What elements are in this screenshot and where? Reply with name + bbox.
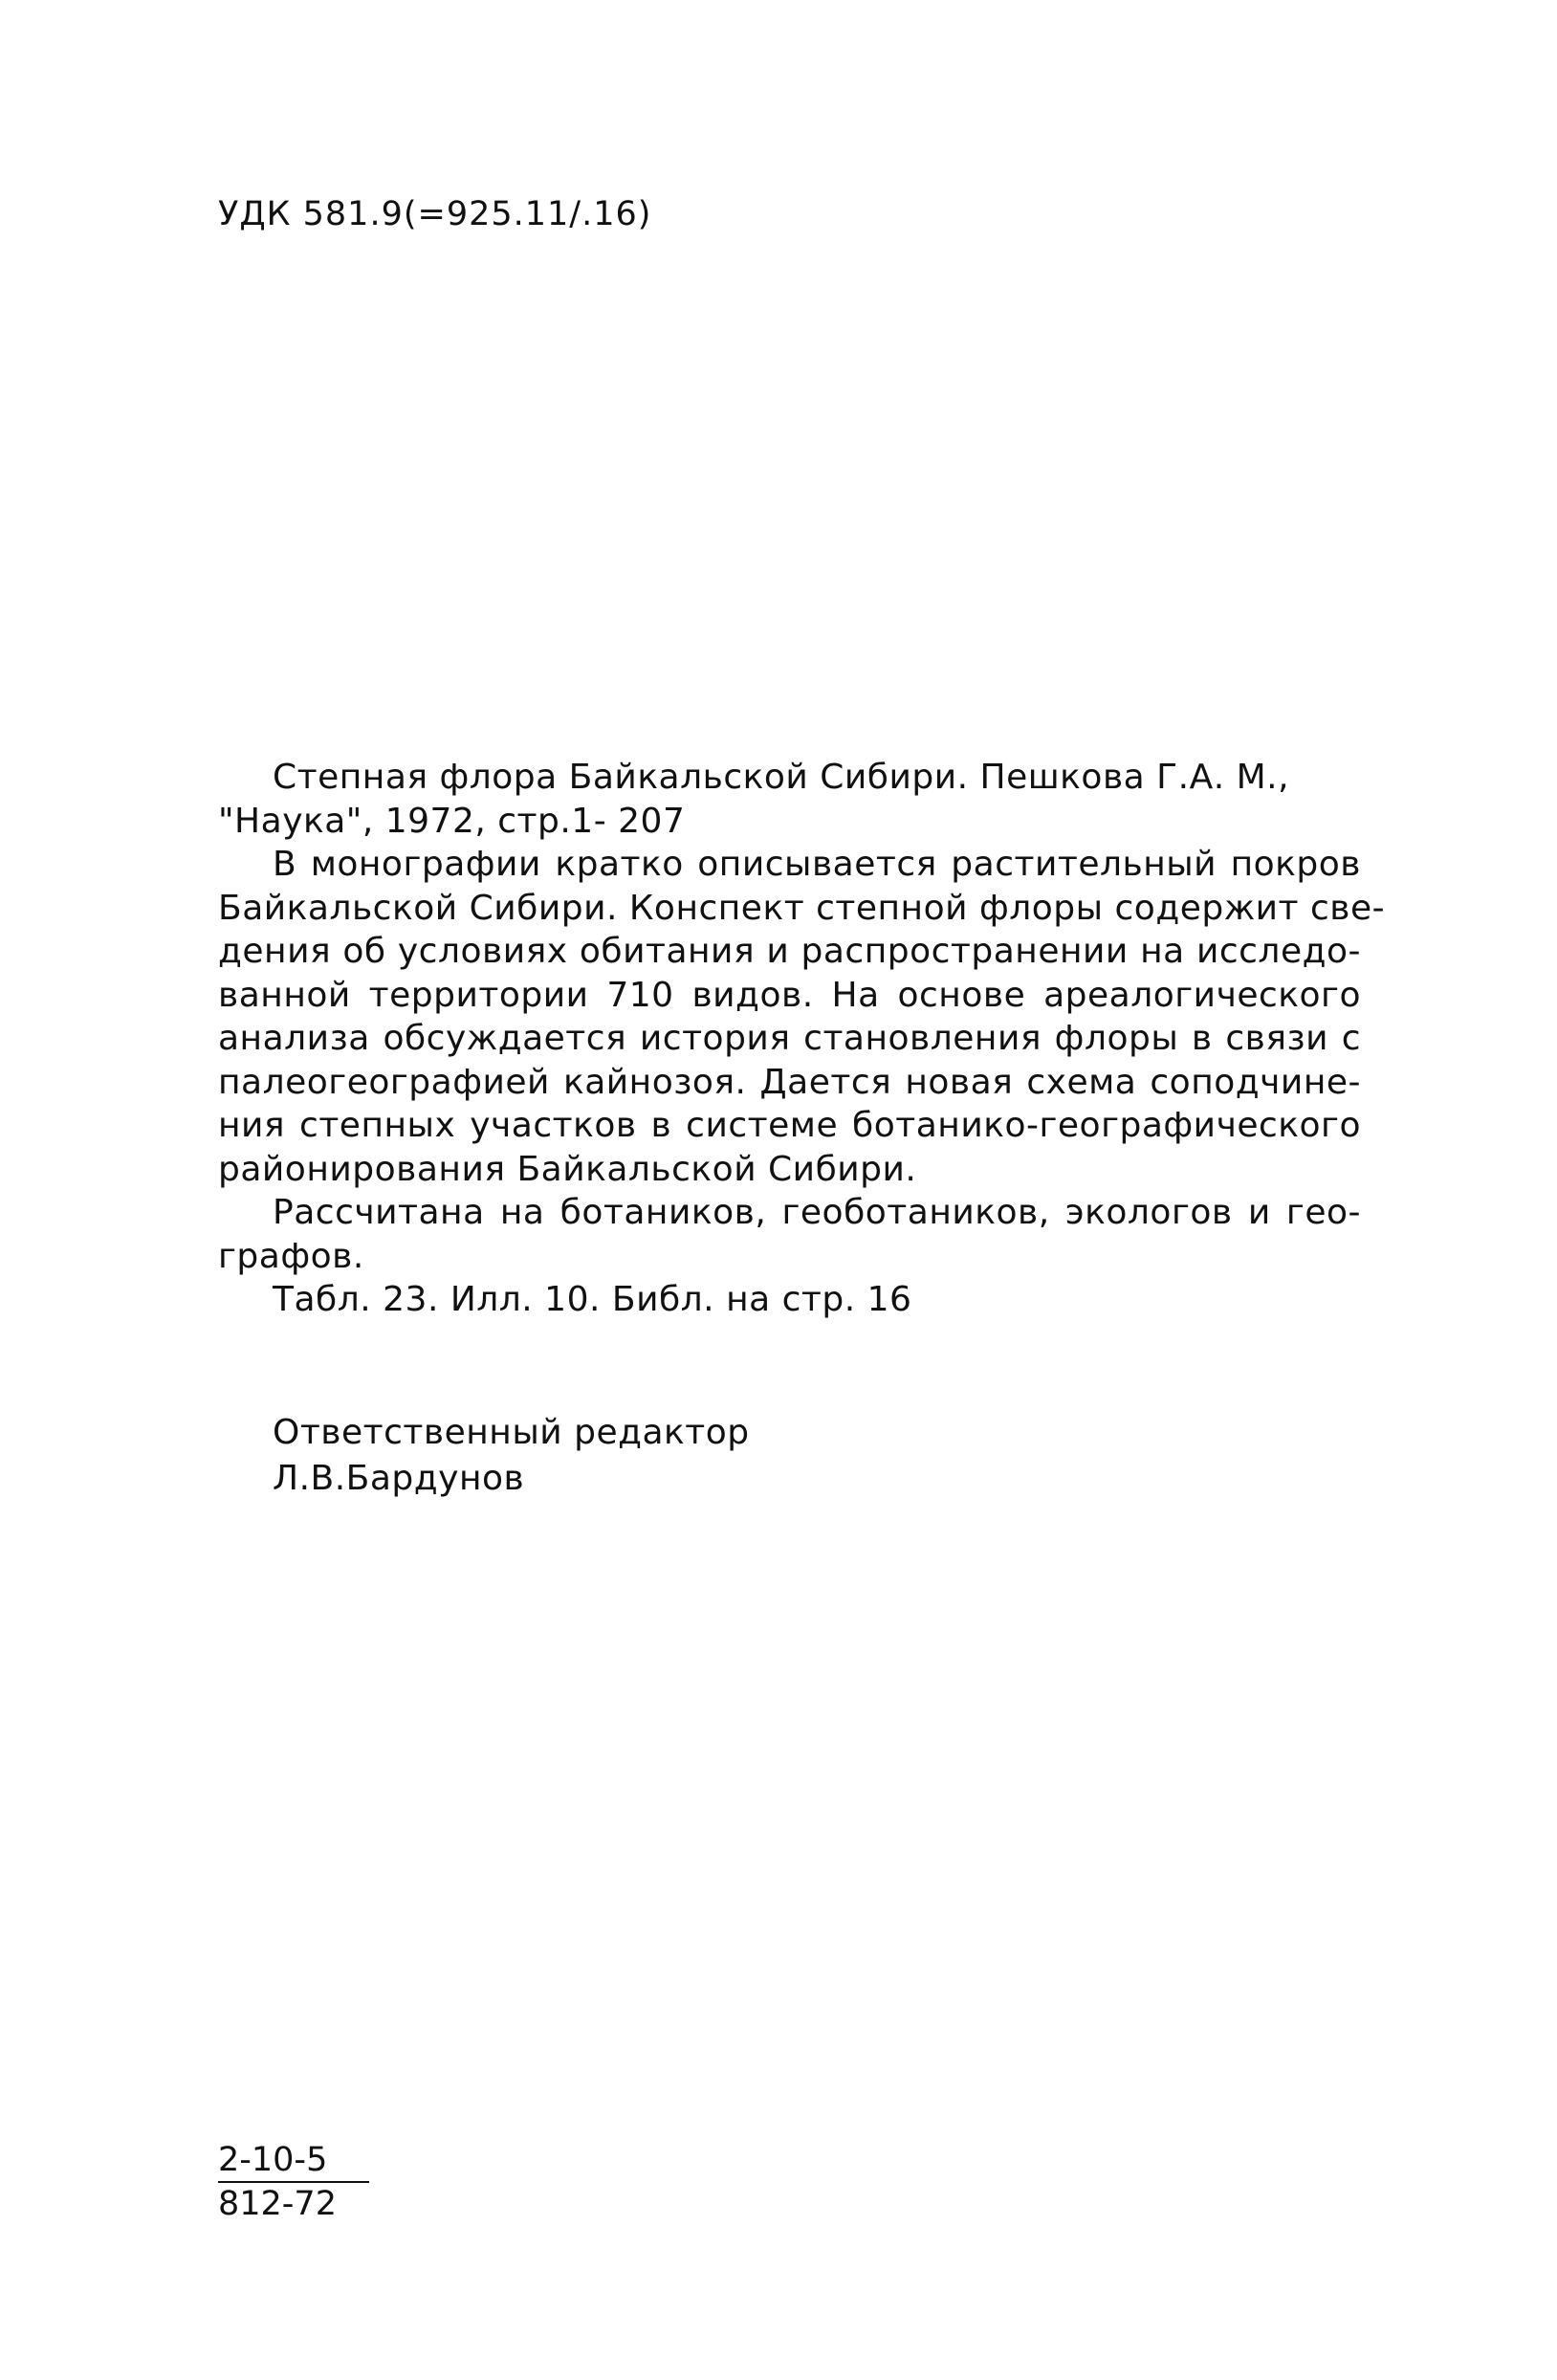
editor-label: Ответственный редактор (273, 1413, 750, 1452)
editor-block (273, 1410, 750, 1502)
udk-classification: УДК 581.9(=925.11/.16) (218, 195, 652, 233)
abstract-line: анализа обсуждается история становления флоры в связи с (218, 1019, 1361, 1058)
abstract-line: Степная флора Байкальской Сибири. Пешкова Г.А. М., (273, 758, 1290, 797)
abstract-line: Табл. 23. Илл. 10. Библ. на стр. 16 (273, 1280, 912, 1319)
abstract-line: "Наука", 1972, стр.1- 207 (218, 801, 686, 841)
abstract-line: ванной территории 710 видов. На основе ареалогического (218, 975, 1361, 1015)
abstract-line: графов. (218, 1236, 364, 1276)
abstract-line: ния степных участков в системе ботанико-географического (218, 1106, 1361, 1145)
publication-code-top: 2-10-5 (218, 2139, 369, 2183)
abstract-line: палеогеографией кайнозоя. Дается новая схема соподчине- (218, 1062, 1361, 1102)
abstract-line: Байкальской Сибири. Конспект степной флоры содержит све- (218, 888, 1386, 928)
abstract-line: В монографии кратко описывается растительный покров (273, 845, 1361, 884)
publication-code (218, 2139, 369, 2225)
abstract-line: Рассчитана на ботаников, геоботаников, экологов и гео- (273, 1193, 1361, 1232)
editor-name: Л.В.Бардунов (273, 1459, 525, 1498)
abstract-line: дения об условиях обитания и распространении на исследо- (218, 932, 1361, 971)
abstract-line: районирования Байкальской Сибири. (218, 1149, 917, 1189)
abstract-block (218, 756, 1386, 1322)
publication-code-bottom: 812-72 (218, 2185, 337, 2223)
